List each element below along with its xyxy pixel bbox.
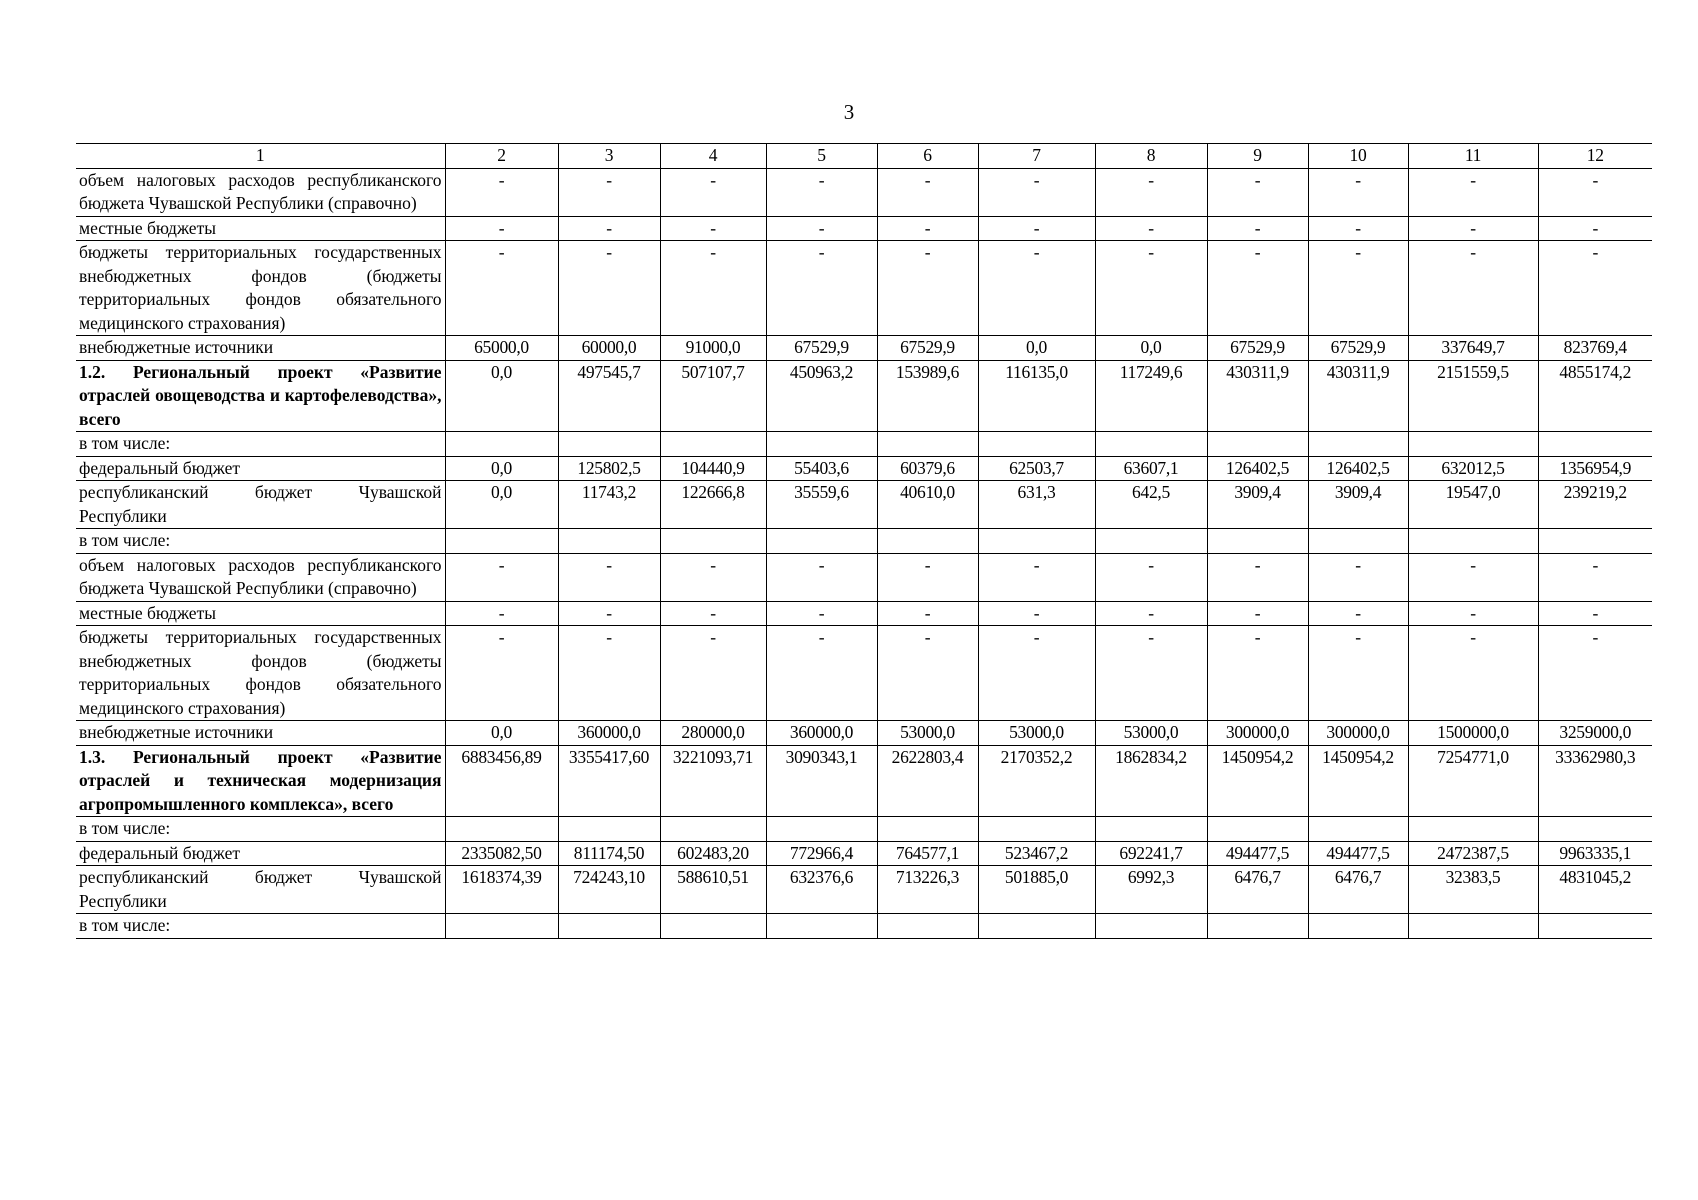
value-cell: - <box>445 601 558 626</box>
value-cell: 0,0 <box>445 456 558 481</box>
value-cell: - <box>1408 168 1538 216</box>
value-cell: 0,0 <box>445 721 558 746</box>
row-label: внебюджетные источники <box>79 337 274 357</box>
row-label: 1.2. Региональный проект «Развитие отраслей овощеводства и картофелеводства», всего <box>79 361 442 429</box>
value-cell: - <box>1095 241 1207 336</box>
table-body <box>76 144 1652 939</box>
value-cell: 501885,0 <box>978 866 1095 914</box>
value-cell: - <box>660 553 766 601</box>
row-label: в том числе: <box>79 915 171 935</box>
value-cell: 772966,4 <box>766 841 877 866</box>
value-cell: - <box>1538 626 1652 721</box>
value-cell: - <box>1207 168 1308 216</box>
value-cell <box>1308 432 1408 457</box>
value-cell: 6883456,89 <box>445 745 558 817</box>
table-row <box>76 481 1652 529</box>
value-cell: 588610,51 <box>660 866 766 914</box>
value-cell: - <box>1408 626 1538 721</box>
value-cell: 0,0 <box>978 336 1095 361</box>
value-cell: - <box>558 216 660 241</box>
table-row <box>76 841 1652 866</box>
table-row <box>76 601 1652 626</box>
value-cell: 1356954,9 <box>1538 456 1652 481</box>
value-cell: 153989,6 <box>877 360 978 432</box>
column-number-12: 12 <box>1538 144 1652 169</box>
value-cell: - <box>877 168 978 216</box>
value-cell: 360000,0 <box>766 721 877 746</box>
value-cell <box>1207 914 1308 939</box>
value-cell: - <box>766 553 877 601</box>
value-cell: - <box>445 553 558 601</box>
column-number-1: 1 <box>255 145 265 165</box>
value-cell: 0,0 <box>1095 336 1207 361</box>
row-label: бюджеты территориальных государственных внебюджетных фондов (бюджеты территориальных фондов обязательного медицинского страхования) <box>79 627 442 718</box>
value-cell: - <box>558 553 660 601</box>
table-row <box>76 817 1652 842</box>
value-cell: 692241,7 <box>1095 841 1207 866</box>
value-cell: 62503,7 <box>978 456 1095 481</box>
value-cell <box>877 529 978 554</box>
column-number-3: 3 <box>558 144 660 169</box>
value-cell: 602483,20 <box>660 841 766 866</box>
value-cell: - <box>1207 626 1308 721</box>
value-cell <box>1408 914 1538 939</box>
value-cell <box>978 914 1095 939</box>
column-number-2: 2 <box>445 144 558 169</box>
value-cell: 126402,5 <box>1207 456 1308 481</box>
value-cell: 0,0 <box>445 481 558 529</box>
column-number-5: 5 <box>766 144 877 169</box>
value-cell: - <box>766 168 877 216</box>
value-cell: 507107,7 <box>660 360 766 432</box>
table-row <box>76 721 1652 746</box>
value-cell: - <box>445 168 558 216</box>
table-row <box>76 626 1652 721</box>
value-cell: - <box>877 241 978 336</box>
value-cell <box>1308 529 1408 554</box>
value-cell <box>877 432 978 457</box>
value-cell: - <box>1538 601 1652 626</box>
value-cell: - <box>877 216 978 241</box>
value-cell: - <box>1538 168 1652 216</box>
value-cell: 1618374,39 <box>445 866 558 914</box>
row-label: объем налоговых расходов республиканского бюджета Чувашской Республики (справочно) <box>79 169 442 213</box>
value-cell <box>1095 529 1207 554</box>
value-cell: - <box>1095 601 1207 626</box>
table-row <box>76 529 1652 554</box>
table-row <box>76 914 1652 939</box>
value-cell <box>660 432 766 457</box>
value-cell: 67529,9 <box>1207 336 1308 361</box>
value-cell <box>1408 529 1538 554</box>
table-row <box>76 241 1652 336</box>
row-label: федеральный бюджет <box>79 457 241 478</box>
value-cell: - <box>1308 168 1408 216</box>
row-label: в том числе: <box>79 433 171 453</box>
value-cell: 632012,5 <box>1408 456 1538 481</box>
value-cell <box>445 914 558 939</box>
row-label: внебюджетные источники <box>79 722 274 742</box>
row-label: федеральный бюджет <box>79 842 241 863</box>
value-cell: 11743,2 <box>558 481 660 529</box>
value-cell: 632376,6 <box>766 866 877 914</box>
row-label: республиканский бюджет Чувашской Республики <box>79 867 442 911</box>
value-cell: 0,0 <box>445 360 558 432</box>
value-cell: 91000,0 <box>660 336 766 361</box>
value-cell: - <box>1408 553 1538 601</box>
value-cell: - <box>877 553 978 601</box>
value-cell <box>558 432 660 457</box>
value-cell: - <box>558 626 660 721</box>
value-cell: 3909,4 <box>1308 481 1408 529</box>
value-cell: 3259000,0 <box>1538 721 1652 746</box>
budget-table <box>76 143 1652 939</box>
value-cell: - <box>978 241 1095 336</box>
table-row <box>76 168 1652 216</box>
value-cell: 494477,5 <box>1308 841 1408 866</box>
value-cell: - <box>766 601 877 626</box>
value-cell: - <box>1095 216 1207 241</box>
value-cell: 642,5 <box>1095 481 1207 529</box>
value-cell: - <box>1538 553 1652 601</box>
value-cell: 126402,5 <box>1308 456 1408 481</box>
value-cell <box>877 914 978 939</box>
value-cell: 6992,3 <box>1095 866 1207 914</box>
value-cell: 35559,6 <box>766 481 877 529</box>
value-cell: - <box>1207 216 1308 241</box>
value-cell <box>1538 914 1652 939</box>
value-cell: - <box>1538 241 1652 336</box>
column-number-7: 7 <box>978 144 1095 169</box>
value-cell: 337649,7 <box>1408 336 1538 361</box>
table-row <box>76 360 1652 432</box>
value-cell: 823769,4 <box>1538 336 1652 361</box>
value-cell <box>558 529 660 554</box>
value-cell <box>978 432 1095 457</box>
table-row <box>76 432 1652 457</box>
value-cell: - <box>877 601 978 626</box>
value-cell: - <box>445 241 558 336</box>
value-cell: 7254771,0 <box>1408 745 1538 817</box>
value-cell <box>1308 914 1408 939</box>
value-cell <box>978 529 1095 554</box>
value-cell: - <box>1308 553 1408 601</box>
value-cell: 2472387,5 <box>1408 841 1538 866</box>
value-cell <box>660 914 766 939</box>
value-cell <box>1538 529 1652 554</box>
column-number-6: 6 <box>877 144 978 169</box>
row-label: в том числе: <box>79 818 171 838</box>
value-cell: 122666,8 <box>660 481 766 529</box>
value-cell: 9963335,1 <box>1538 841 1652 866</box>
column-number-9: 9 <box>1207 144 1308 169</box>
value-cell <box>1207 817 1308 842</box>
value-cell <box>660 529 766 554</box>
value-cell: 2170352,2 <box>978 745 1095 817</box>
column-number-8: 8 <box>1095 144 1207 169</box>
value-cell: 63607,1 <box>1095 456 1207 481</box>
value-cell: - <box>660 241 766 336</box>
value-cell: 724243,10 <box>558 866 660 914</box>
value-cell <box>1408 432 1538 457</box>
value-cell: 4831045,2 <box>1538 866 1652 914</box>
value-cell: 67529,9 <box>766 336 877 361</box>
row-label: местные бюджеты <box>79 217 216 238</box>
column-number-10: 10 <box>1308 144 1408 169</box>
value-cell: 1500000,0 <box>1408 721 1538 746</box>
value-cell: 360000,0 <box>558 721 660 746</box>
value-cell: 6476,7 <box>1308 866 1408 914</box>
value-cell: 300000,0 <box>1207 721 1308 746</box>
value-cell: - <box>1095 553 1207 601</box>
row-label: объем налоговых расходов республиканского бюджета Чувашской Республики (справочно) <box>79 554 442 598</box>
value-cell: - <box>978 216 1095 241</box>
value-cell: 40610,0 <box>877 481 978 529</box>
value-cell: 67529,9 <box>877 336 978 361</box>
value-cell: 523467,2 <box>978 841 1095 866</box>
value-cell: 53000,0 <box>1095 721 1207 746</box>
value-cell <box>445 817 558 842</box>
value-cell: 2622803,4 <box>877 745 978 817</box>
value-cell: 33362980,3 <box>1538 745 1652 817</box>
value-cell: 32383,5 <box>1408 866 1538 914</box>
value-cell: 6476,7 <box>1207 866 1308 914</box>
value-cell <box>558 817 660 842</box>
page-number: 3 <box>843 100 855 124</box>
value-cell: 60379,6 <box>877 456 978 481</box>
value-cell: 1450954,2 <box>1207 745 1308 817</box>
table-row <box>76 456 1652 481</box>
value-cell: 3355417,60 <box>558 745 660 817</box>
value-cell: - <box>1538 216 1652 241</box>
value-cell: 125802,5 <box>558 456 660 481</box>
value-cell: 430311,9 <box>1207 360 1308 432</box>
value-cell: - <box>660 601 766 626</box>
value-cell: 3090343,1 <box>766 745 877 817</box>
value-cell <box>558 914 660 939</box>
value-cell: 65000,0 <box>445 336 558 361</box>
value-cell: 3909,4 <box>1207 481 1308 529</box>
value-cell: - <box>1308 601 1408 626</box>
value-cell <box>660 817 766 842</box>
value-cell: 713226,3 <box>877 866 978 914</box>
value-cell: - <box>1207 553 1308 601</box>
value-cell: - <box>877 626 978 721</box>
table-row <box>76 866 1652 914</box>
value-cell: 494477,5 <box>1207 841 1308 866</box>
value-cell: - <box>1308 626 1408 721</box>
value-cell: - <box>766 241 877 336</box>
value-cell: 450963,2 <box>766 360 877 432</box>
value-cell: - <box>660 216 766 241</box>
value-cell <box>1538 432 1652 457</box>
value-cell: - <box>660 626 766 721</box>
row-label: местные бюджеты <box>79 602 216 623</box>
value-cell: 300000,0 <box>1308 721 1408 746</box>
value-cell: 239219,2 <box>1538 481 1652 529</box>
value-cell <box>1095 817 1207 842</box>
value-cell: - <box>1408 241 1538 336</box>
value-cell: - <box>558 601 660 626</box>
value-cell: - <box>1308 241 1408 336</box>
value-cell: 811174,50 <box>558 841 660 866</box>
value-cell <box>1095 432 1207 457</box>
value-cell <box>766 914 877 939</box>
column-number-row <box>76 144 1652 169</box>
table-row <box>76 553 1652 601</box>
row-label: 1.3. Региональный проект «Развитие отраслей и техническая модернизация агропромышленного комплекса», всего <box>79 746 442 814</box>
row-label: в том числе: <box>79 530 171 550</box>
value-cell: - <box>558 241 660 336</box>
value-cell: - <box>1095 626 1207 721</box>
value-cell: - <box>1408 601 1538 626</box>
value-cell: - <box>660 168 766 216</box>
row-label: республиканский бюджет Чувашской Республики <box>79 482 442 526</box>
value-cell: 116135,0 <box>978 360 1095 432</box>
value-cell <box>445 432 558 457</box>
value-cell: 2151559,5 <box>1408 360 1538 432</box>
table-row <box>76 336 1652 361</box>
column-number-11: 11 <box>1408 144 1538 169</box>
value-cell <box>766 432 877 457</box>
value-cell: - <box>978 553 1095 601</box>
value-cell: - <box>1308 216 1408 241</box>
value-cell: - <box>766 626 877 721</box>
value-cell: 2335082,50 <box>445 841 558 866</box>
value-cell: 430311,9 <box>1308 360 1408 432</box>
value-cell: - <box>558 168 660 216</box>
value-cell: 280000,0 <box>660 721 766 746</box>
value-cell <box>1408 817 1538 842</box>
value-cell: 631,3 <box>978 481 1095 529</box>
value-cell: - <box>1207 241 1308 336</box>
value-cell: - <box>978 168 1095 216</box>
value-cell: 117249,6 <box>1095 360 1207 432</box>
value-cell <box>766 817 877 842</box>
value-cell <box>1207 529 1308 554</box>
value-cell: - <box>1207 601 1308 626</box>
column-number-4: 4 <box>660 144 766 169</box>
value-cell: 19547,0 <box>1408 481 1538 529</box>
value-cell <box>877 817 978 842</box>
value-cell: - <box>445 216 558 241</box>
value-cell: 55403,6 <box>766 456 877 481</box>
value-cell: 104440,9 <box>660 456 766 481</box>
value-cell <box>1095 914 1207 939</box>
value-cell: 1862834,2 <box>1095 745 1207 817</box>
value-cell: 67529,9 <box>1308 336 1408 361</box>
value-cell: - <box>1408 216 1538 241</box>
value-cell: 53000,0 <box>877 721 978 746</box>
table-row <box>76 216 1652 241</box>
value-cell <box>1207 432 1308 457</box>
value-cell: - <box>766 216 877 241</box>
value-cell: 60000,0 <box>558 336 660 361</box>
value-cell: - <box>978 626 1095 721</box>
value-cell: 3221093,71 <box>660 745 766 817</box>
value-cell <box>1538 817 1652 842</box>
value-cell: - <box>1095 168 1207 216</box>
value-cell <box>978 817 1095 842</box>
value-cell <box>445 529 558 554</box>
value-cell: - <box>978 601 1095 626</box>
value-cell: 1450954,2 <box>1308 745 1408 817</box>
value-cell: - <box>445 626 558 721</box>
value-cell: 764577,1 <box>877 841 978 866</box>
table-row <box>76 745 1652 817</box>
value-cell: 4855174,2 <box>1538 360 1652 432</box>
value-cell <box>766 529 877 554</box>
row-label: бюджеты территориальных государственных внебюджетных фондов (бюджеты территориальных фондов обязательного медицинского страхования) <box>79 242 442 333</box>
value-cell <box>1308 817 1408 842</box>
value-cell: 53000,0 <box>978 721 1095 746</box>
value-cell: 497545,7 <box>558 360 660 432</box>
